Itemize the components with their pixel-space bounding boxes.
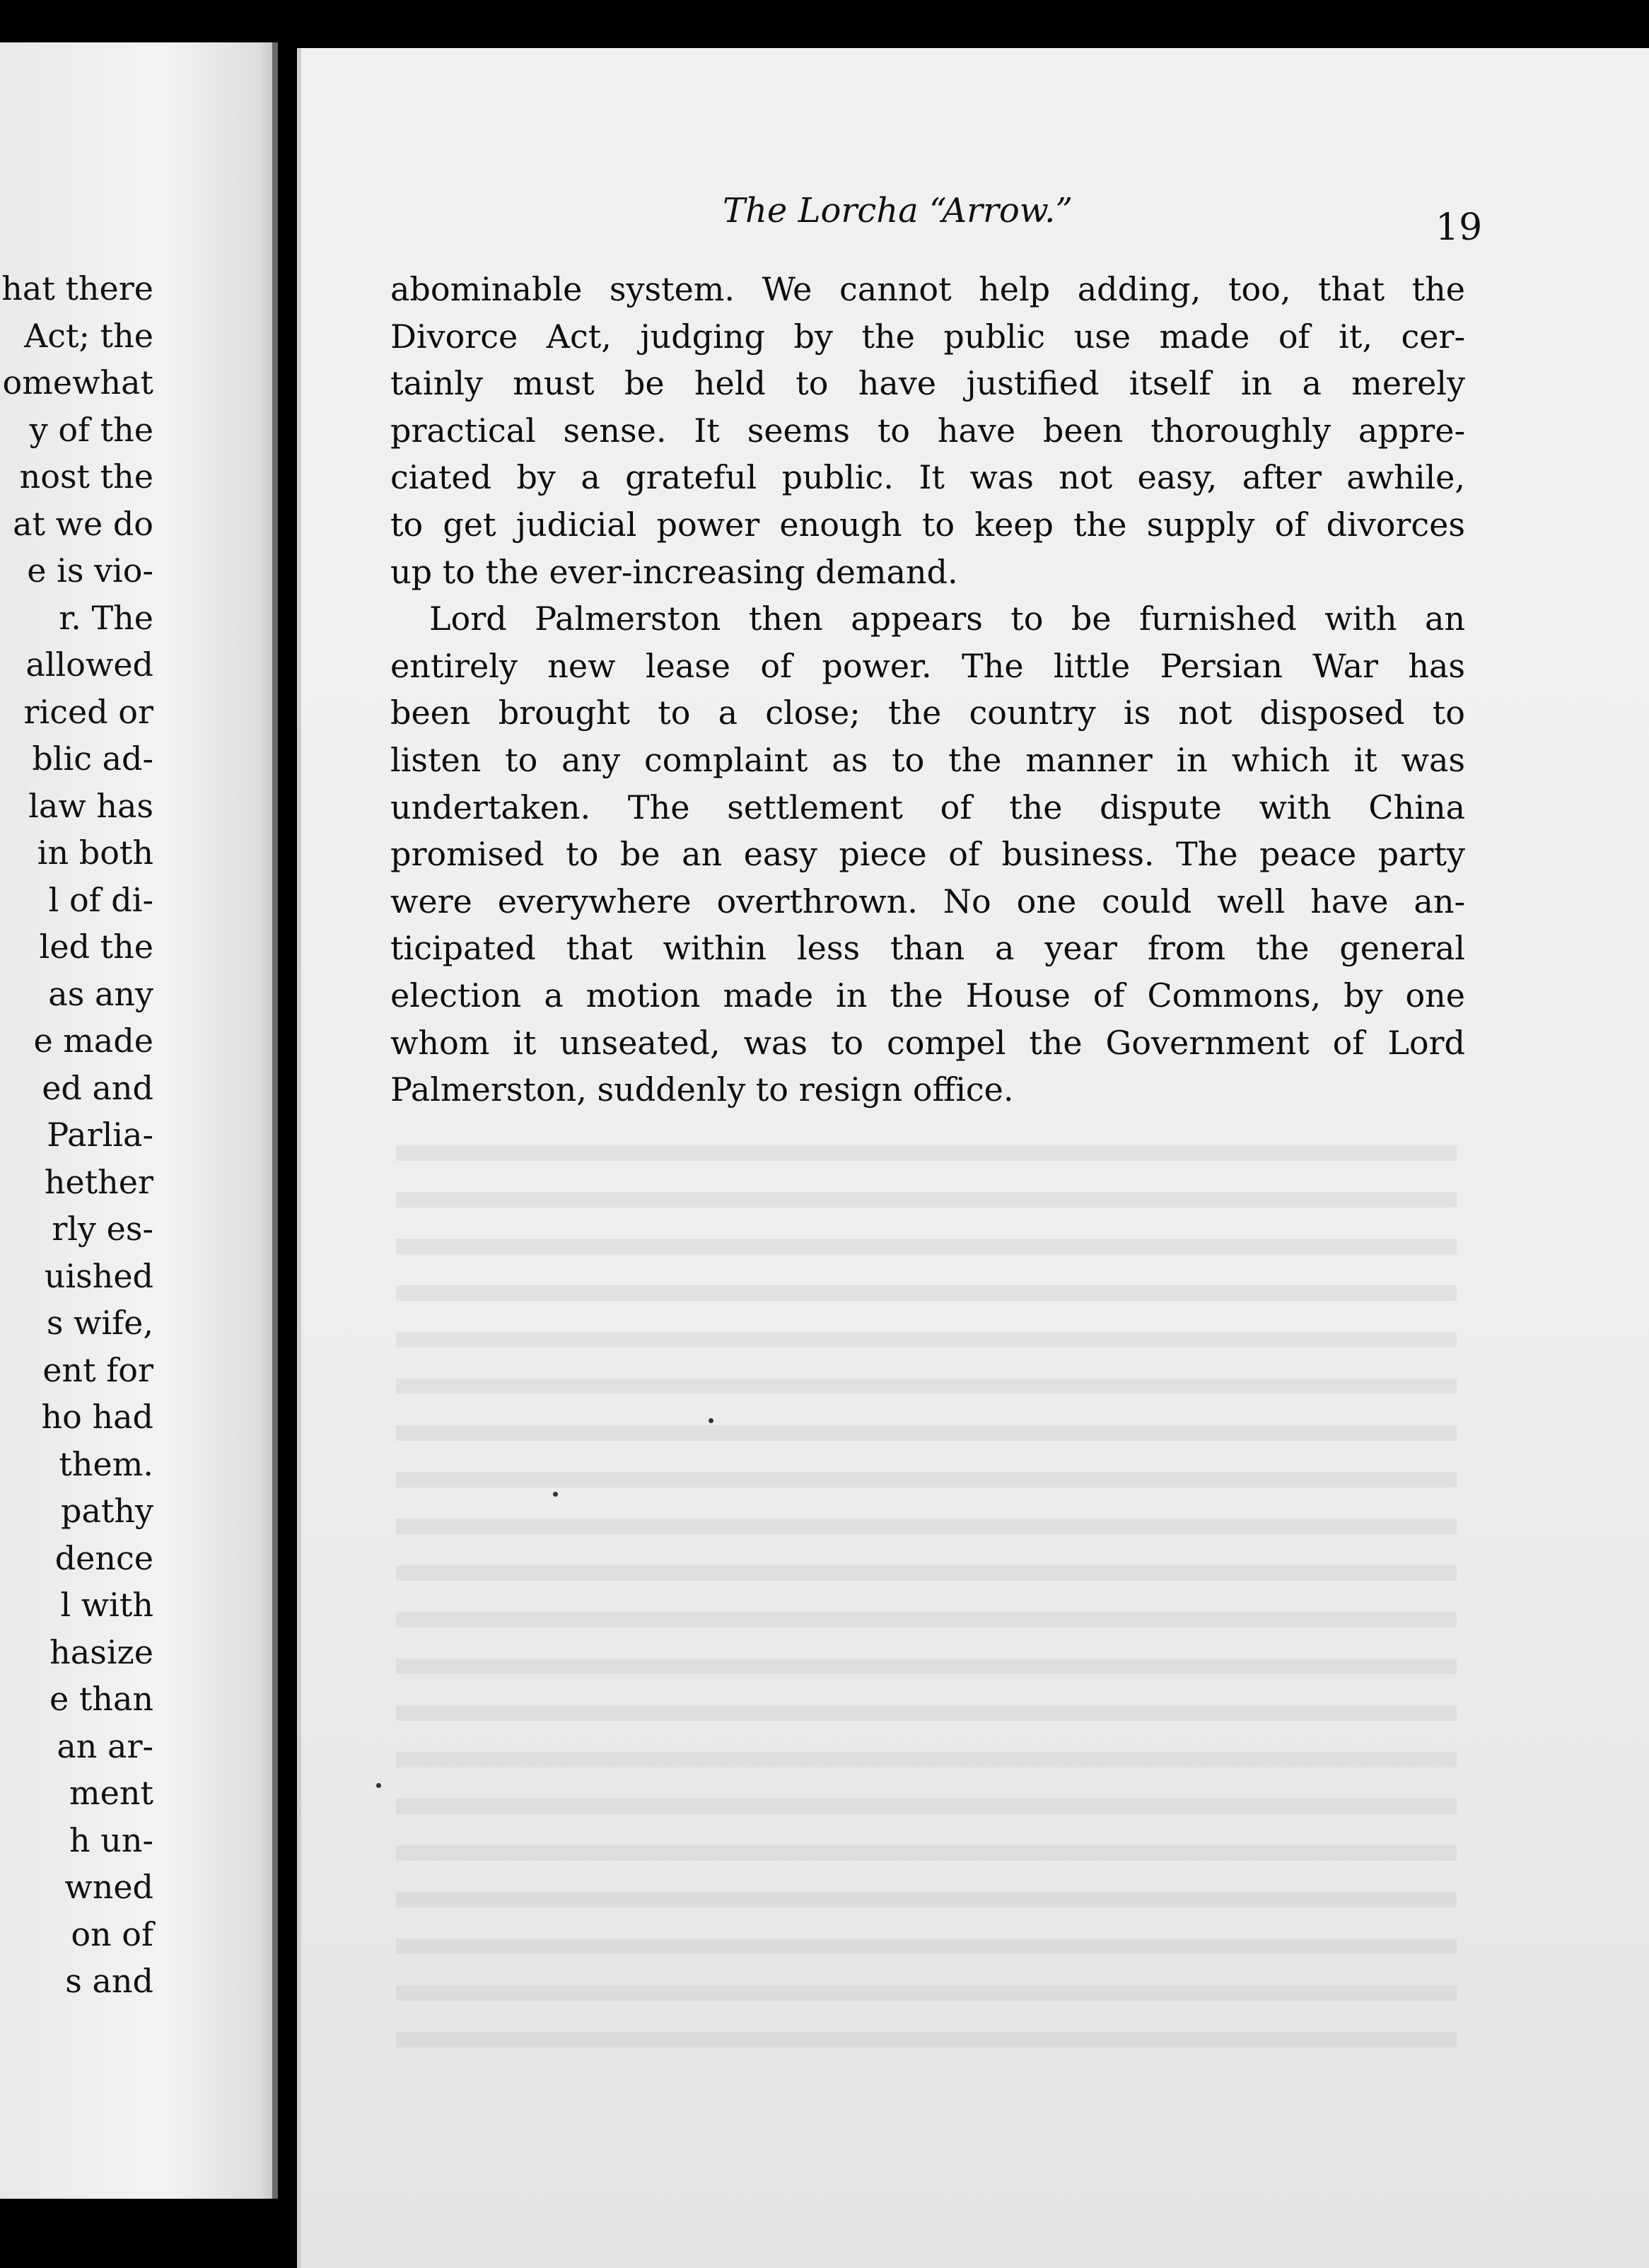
previous-page-line: pathy (61, 1492, 153, 1530)
paragraph-1-line: up to the ever-increasing demand. (390, 552, 958, 591)
previous-page-line: blic ad- (32, 740, 153, 778)
body-text (390, 266, 1465, 1113)
previous-page-line: them. (59, 1444, 153, 1483)
previous-page-line: at we do (13, 504, 153, 543)
previous-page-line: Act; the (24, 316, 153, 355)
ink-speck (709, 1418, 713, 1423)
paragraph-2-line: been brought to a close; the country is not disposed to (390, 694, 1465, 732)
previous-page-line: in both (37, 834, 153, 872)
paragraph-2-line: election a motion made in the House of Commons, by one (390, 976, 1465, 1015)
paragraph-2-line: promised to be an easy piece of business. The peace party (390, 835, 1465, 874)
ink-speck (553, 1492, 558, 1497)
previous-page-line: dence (54, 1538, 153, 1577)
previous-page-line: led the (39, 928, 153, 966)
running-head: The Lorcha “Arrow.” (723, 191, 1073, 230)
paragraph-2-line: Lord Palmerston then appears to be furnished with an (429, 600, 1465, 638)
previous-page-line: y of the (29, 410, 153, 449)
previous-page-line: e is vio- (27, 551, 153, 590)
paragraph-2-line: Palmerston, suddenly to resign office. (390, 1070, 1014, 1109)
paragraph-2-line: entirely new lease of power. The little Persian War has (390, 646, 1465, 685)
page-gutter (272, 42, 278, 2199)
paragraph-1-line: ciated by a grateful public. It was not easy, after awhile, (390, 458, 1465, 497)
previous-page-line: r. The (59, 598, 153, 637)
previous-page-line: ho had (41, 1398, 153, 1436)
paragraph-2-line: undertaken. The settlement of the dispute with China (390, 788, 1465, 826)
page-number: 19 (1435, 206, 1483, 249)
previous-page-line: riced or (23, 692, 153, 731)
paragraph-2-line: whom it unseated, was to compel the Government of Lord (390, 1023, 1465, 1062)
previous-page-line: law has (28, 786, 153, 825)
previous-page-line: an ar- (57, 1726, 153, 1765)
previous-page-line: s wife, (46, 1304, 153, 1342)
previous-page-line: e than (49, 1680, 153, 1718)
show-through-texture (396, 1145, 1457, 2050)
previous-page-line: hasize (49, 1632, 153, 1671)
previous-page-line: Parlia- (47, 1116, 153, 1154)
previous-page-line: on of (71, 1915, 153, 1953)
previous-page-line: hether (44, 1162, 153, 1201)
previous-page-fragment (0, 42, 272, 2199)
previous-page-line: hat there (1, 269, 153, 308)
previous-page-text (1, 265, 153, 2005)
paragraph-2-line: ticipated that within less than a year from the general (390, 929, 1465, 968)
previous-page-line: uished (44, 1256, 153, 1295)
previous-page-line: e made (33, 1022, 153, 1060)
paragraph-2-line: listen to any complaint as to the manner in which it was (390, 740, 1465, 779)
previous-page-line: allowed (25, 645, 153, 684)
previous-page-line: ed and (42, 1068, 153, 1107)
paragraph-1-line: Divorce Act, judging by the public use made of it, cer- (390, 317, 1465, 356)
paragraph-1-line: abominable system. We cannot help adding, too, that the (390, 270, 1465, 308)
previous-page-line: rly es- (52, 1210, 153, 1248)
previous-page-line: s and (65, 1962, 153, 2000)
previous-page-line: l of di- (48, 880, 153, 919)
previous-page-line: ment (69, 1774, 153, 1812)
ink-speck (376, 1783, 381, 1788)
previous-page-line: nost the (19, 457, 153, 496)
previous-page-line: as any (48, 974, 153, 1013)
paragraph-1-line: practical sense. It seems to have been thoroughly appre- (390, 411, 1465, 450)
previous-page-line: ent for (42, 1350, 153, 1389)
paragraph-1-line: to get judicial power enough to keep the supply of divorces (390, 505, 1465, 544)
previous-page-line: h un- (69, 1820, 153, 1859)
paragraph-1-line: tainly must be held to have justified itself in a merely (390, 364, 1465, 403)
previous-page-line: l with (60, 1586, 153, 1624)
paragraph-2-line: were everywhere overthrown. No one could well have an- (390, 882, 1465, 920)
previous-page-line: omewhat (2, 363, 153, 402)
previous-page-line: wned (64, 1868, 153, 1906)
